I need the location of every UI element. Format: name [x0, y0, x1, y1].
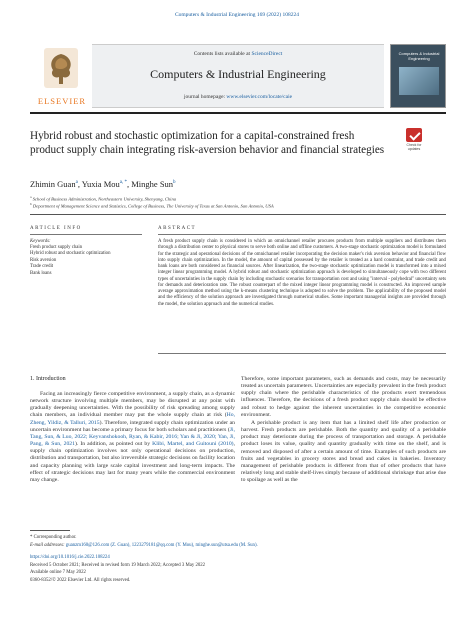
- journal-header: [30, 44, 446, 108]
- body-text: , supply chain optimization involves not only operational decisions on production, distribution and transportation, but also irreversible strategic decisions on facility location and capacity planning with large scale capital investment and long-term impacts. The effect of strategic decisions may last for many years while the commercial environment may change.: [30, 441, 235, 483]
- header-divider: [30, 112, 446, 114]
- elsevier-tree-icon: [44, 48, 78, 88]
- check-updates-icon: [406, 128, 422, 142]
- journal-reference[interactable]: Computers & Industrial Engineering 169 (2022) 108224: [174, 12, 300, 18]
- author-name[interactable]: Minghe Sun: [131, 179, 174, 189]
- body-column-left: [30, 391, 235, 484]
- body-text: ). Therefore, integrated supply chain optimization under an uncertain environment has become a primary focus for both scholars and practitioners (: [30, 419, 236, 433]
- homepage-prefix: journal homepage:: [183, 94, 227, 100]
- email-footnote: [30, 543, 446, 548]
- abstract-bottom-rule: [158, 353, 446, 354]
- citation-link[interactable]: Ho, Zheng, Yildiz, & Talluri, 2015: [30, 412, 235, 426]
- affiliation-text: School of Business Administration, Northeastern University, Shenyang, China: [32, 196, 177, 202]
- author-affil-mark: a, *: [119, 180, 127, 186]
- journal-title: Computers & Industrial Engineering: [150, 67, 326, 81]
- issn-copyright: 0360-8352/© 2022 Elsevier Ltd. All rights reserved.: [30, 578, 131, 583]
- author-list: Zhimin Guan$^a$, Yuxia Mou$^{a, *}$, Minghe Sun$^b$: [30, 179, 176, 189]
- keyword-item: Bank loans: [30, 270, 52, 276]
- author-name[interactable]: Zhimin Guan: [30, 179, 76, 189]
- abstract-text: A fresh product supply chain is considered in which an omnichannel retailer procures products from multiple suppliers and distributes them through a distribution center to physical stores to serve both online and offline customers. A two-stage stochastic optimization model is formulated for the strategic and operational decisions of the omnichannel retailer incorporating the decision maker's risk aversion behavior and financial flow into supply chain optimization. In the model, the amount of capital possessed by the retailer is treated as a hard constraint, and trade credit and bank loans are both considered as financial sources. After linearization, the two-stage stochastic optimization model is transformed into a mixed integer linear programming model. A hybrid robust and stochastic optimization approach is developed to simultaneously cope with two different types of uncertainties in the supply chain by including stochastic scenarios for transportation cost and using "interval - polyhedral" uncertainty sets for demands and deterioration rate. The robust counterpart of the mixed integer linear programming model is constructed. An improved sample average approximation method using the k-means clustering technique is adopted to solve the problem. The applicability of the proposed model and the efficiency of the solution approach are investigated through numerical studies. Some important managerial insights are provided through the model, the solution approach and the numerical studies.: [158, 239, 446, 307]
- check-updates-label: Check for updates: [406, 143, 422, 151]
- keyword-item: Trade credit: [30, 264, 54, 270]
- cover-image: [399, 67, 439, 95]
- affiliation: [30, 202, 446, 209]
- online-date: Available online 7 May 2022: [30, 570, 86, 575]
- affiliation: [30, 195, 446, 202]
- article-info-heading: ARTICLE INFO: [30, 226, 82, 231]
- body-column-right: [241, 376, 446, 484]
- introduction-heading: 1. Introduction: [30, 376, 66, 382]
- author-affil-mark: b: [173, 180, 176, 186]
- cover-title: Computers & Industrial Engineering: [398, 51, 440, 61]
- sciencedirect-link[interactable]: ScienceDirect: [251, 51, 283, 57]
- section-divider: [30, 214, 446, 215]
- author-name[interactable]: Yuxia Mou: [81, 179, 120, 189]
- citation-link[interactable]: Klibi, Martel, and Guitouni (2010): [152, 441, 234, 448]
- affiliation-text: Department of Management Science and Statistics, College of Business, The University of Texas at San Antonio, San Antonio, USA: [32, 203, 274, 209]
- email-label: E-mail addresses:: [30, 543, 66, 548]
- abstract-rule: [158, 234, 446, 235]
- abstract-heading: ABSTRACT: [158, 226, 197, 231]
- article-title: Hybrid robust and stochastic optimization for a capital-constrained fresh product supply chain integrating risk-aversion behavior and financial strategies: [30, 130, 385, 156]
- keyword-list: [30, 245, 142, 277]
- keyword-item: Risk aversion: [30, 257, 57, 263]
- intro-paragraph: Therefore, some important parameters, such as demands and costs, may be necessarily treated as uncertain parameters. Uncertainties are especially prevalent in the fresh product supply chain where the perishable characteristics of the products exert tremendous influences. Therefore, the decisions of a fresh product supply chain should be effective and robust to hedge against the inherent uncertainties in the competitive economic environment.: [241, 376, 446, 418]
- affiliation-mark: b: [30, 202, 32, 206]
- homepage-line: [92, 94, 384, 100]
- keyword-item: Hybrid robust and stochastic optimization: [30, 251, 111, 257]
- body-text: Facing an increasingly fierce competitive environment, a supply chain, as a dynamic network structure involving multiple members, may be disrupted at any point with gradually deepening uncertainties. With the possibility of risk spreading among supply chain members, an individual member may put the whole supply chain at risk (: [30, 391, 235, 419]
- journal-banner: [92, 44, 384, 108]
- corresponding-author-note: * Corresponding author.: [30, 535, 77, 540]
- contents-prefix: Contents lists available at: [193, 51, 252, 57]
- contents-line: [92, 51, 384, 57]
- author-affil-mark: a: [75, 180, 78, 186]
- elsevier-logo[interactable]: [30, 44, 92, 108]
- intro-paragraph: A perishable product is any item that has a limited shelf life after production or harvest. Fresh products are perishable. Both the quantity and quality of a perishable product may deteriorate during the process of transportation and storage. A perishable product loses its value, quality and quantity gradually with time on the shelf, and is removed and disposed of after a certain amount of time. Examples of such products are fruits and vegetables in grocery stores and bread and cakes in bakeries. Inventory management of perishable products is different from that of other products that have relatively long and stable shelf-lives simply because of additional shrinkage that arise due to spoilage as well as the: [241, 419, 446, 484]
- keyword-item: Fresh product supply chain: [30, 245, 83, 250]
- doi-line: [30, 555, 446, 562]
- article-info-rule: [30, 234, 142, 235]
- email-addresses[interactable]: guanzm160@126.com (Z. Guan), 1223279181@qq.com (Y. Mou), minghe.sun@utsa.edu (M. Sun).: [65, 543, 258, 548]
- journal-cover[interactable]: [390, 44, 446, 108]
- body-text: ). In addition, as pointed out by: [74, 441, 153, 448]
- keywords-label: Keywords:: [30, 239, 51, 244]
- journal-homepage-link[interactable]: www.elsevier.com/locate/caie: [226, 94, 293, 100]
- publisher-name: ELSEVIER: [37, 96, 87, 106]
- received-dates: Received 5 October 2021; Received in revised form 19 March 2022; Accepted 3 May 2022: [30, 563, 206, 568]
- affiliation-mark: a: [30, 195, 32, 199]
- intro-paragraph: [30, 391, 235, 484]
- citation-link[interactable]: Ji, Tang, Sun, & Luo, 2022; Keyvanshokooh, Ryan, & Kabir, 2016; Yan & Ji, 2020; Yan, Ji, Pang, & Sun, 2021: [30, 426, 235, 448]
- footnote-rule: [30, 530, 70, 531]
- check-for-updates-button[interactable]: [402, 128, 426, 152]
- doi-link[interactable]: https://doi.org/10.1016/j.cie.2022.108224: [30, 555, 110, 560]
